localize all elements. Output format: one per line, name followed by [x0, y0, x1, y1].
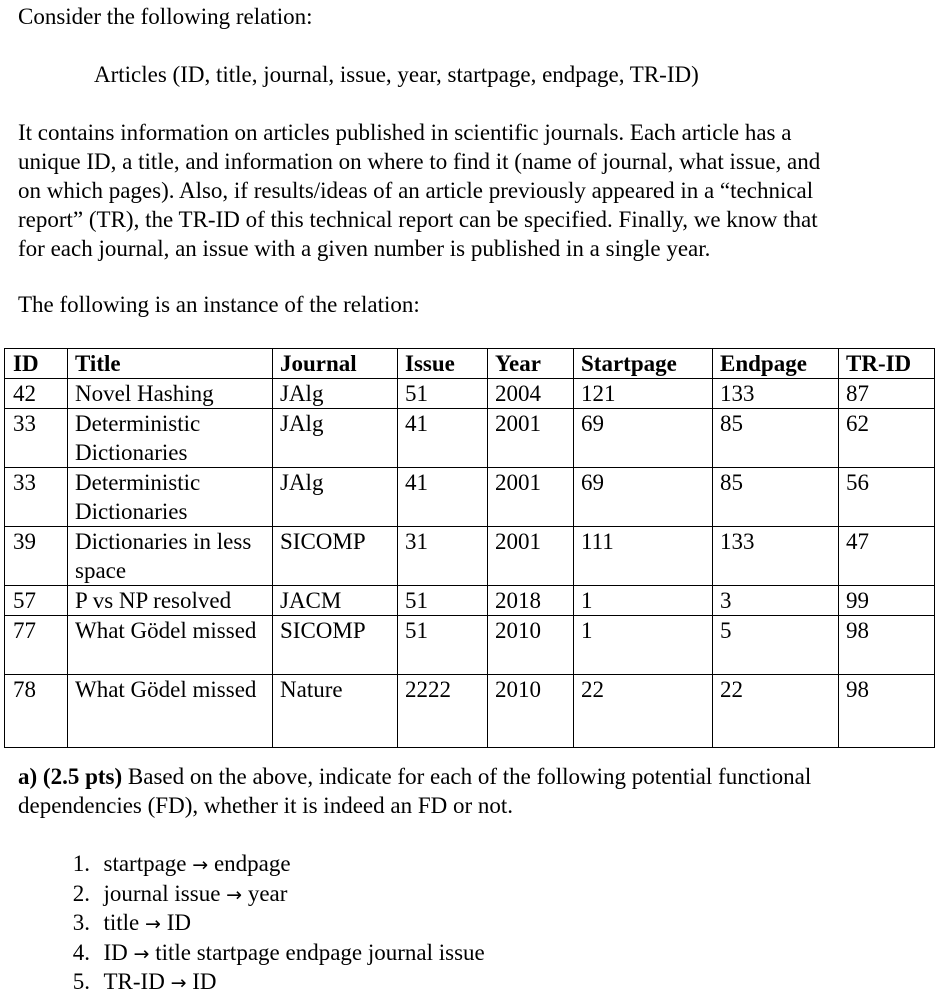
question-label: a) (2.5 pts): [18, 764, 123, 789]
table-cell: 2001: [488, 468, 574, 527]
column-header: TR-ID: [839, 349, 935, 379]
question-block: [18, 762, 918, 820]
column-header: Journal: [273, 349, 398, 379]
arrow-icon: →: [133, 942, 150, 965]
fd-text: [90, 880, 287, 910]
articles-table: [4, 348, 935, 748]
table-cell: 51: [398, 586, 488, 616]
fd-rhs: ID: [186, 969, 217, 994]
fd-text: [90, 968, 217, 998]
fd-lhs: journal issue: [92, 880, 227, 906]
fd-rhs: title startpage endpage journal issue: [149, 939, 485, 965]
table-cell: 1: [574, 586, 713, 616]
table-cell: 39: [5, 527, 68, 586]
table-cell: 2004: [488, 379, 574, 409]
table-cell: 2222: [398, 675, 488, 748]
description-line: for each journal, an issue with a given number is published in a single year.: [18, 236, 711, 261]
relation-schema: Articles (ID, title, journal, issue, year, startpage, endpage, TR-ID): [94, 62, 699, 87]
table-cell: 3: [713, 586, 839, 616]
question-text: Based on the above, indicate for each of the following potential functional: [127, 764, 812, 789]
description-line: unique ID, a title, and information on where to find it (name of journal, what issue, and: [18, 149, 821, 174]
fd-list: [0, 850, 485, 998]
description-line: It contains information on articles published in scientific journals. Each article has a: [18, 120, 792, 145]
table-header-row: [5, 349, 935, 379]
table-cell: 133: [713, 527, 839, 586]
table-row: [5, 675, 935, 748]
arrow-icon: →: [192, 854, 209, 876]
fd-text: [90, 850, 291, 880]
fd-rhs: year: [242, 880, 288, 906]
table-cell: 5: [713, 616, 839, 675]
instance-label: The following is an instance of the relation:: [18, 292, 420, 317]
arrow-icon: →: [226, 883, 243, 906]
table-cell: 42: [5, 379, 68, 409]
table-cell: 33: [5, 468, 68, 527]
fd-item: [0, 850, 485, 880]
table-cell: 57: [5, 586, 68, 616]
fd-lhs: title: [92, 910, 146, 935]
table-cell: 99: [839, 586, 935, 616]
fd-item: [0, 909, 485, 939]
table-cell: Deterministic Dictionaries: [68, 409, 273, 468]
fd-number: 5.: [72, 969, 90, 994]
fd-text: [90, 939, 485, 969]
table-cell: 2001: [488, 409, 574, 468]
fd-text: [90, 909, 191, 939]
table-row: [5, 468, 935, 527]
table-cell: What Gödel missed: [68, 616, 273, 675]
table-cell: 2018: [488, 586, 574, 616]
table-cell: 1: [574, 616, 713, 675]
table-cell: 78: [5, 675, 68, 748]
table-cell: 33: [5, 409, 68, 468]
description-line: report” (TR), the TR-ID of this technical report can be specified. Finally, we know that: [18, 207, 818, 232]
table-cell: JAlg: [273, 379, 398, 409]
table-cell: 85: [713, 468, 839, 527]
table-cell: JACM: [273, 586, 398, 616]
table-cell: JAlg: [273, 468, 398, 527]
question-line: dependencies (FD), whether it is indeed an FD or not.: [18, 793, 514, 818]
table-cell: 2010: [488, 675, 574, 748]
table-cell: 41: [398, 468, 488, 527]
arrow-icon: →: [170, 972, 187, 994]
table-cell: 2001: [488, 527, 574, 586]
question-line: [18, 762, 918, 791]
table-cell: 62: [839, 409, 935, 468]
arrow-icon: →: [145, 913, 161, 935]
table-cell: 77: [5, 616, 68, 675]
description-paragraph: [18, 118, 918, 263]
fd-lhs: startpage: [92, 851, 193, 876]
column-header: Issue: [398, 349, 488, 379]
fd-item: [0, 880, 485, 910]
intro-text: Consider the following relation:: [18, 4, 313, 29]
table-cell: Nature: [273, 675, 398, 748]
fd-item: [0, 968, 485, 998]
table-cell: 98: [839, 616, 935, 675]
table-cell: Dictionaries in less space: [68, 527, 273, 586]
column-header: Endpage: [713, 349, 839, 379]
table-row: [5, 527, 935, 586]
table-cell: 41: [398, 409, 488, 468]
table-row: [5, 379, 935, 409]
table-cell: Novel Hashing: [68, 379, 273, 409]
fd-rhs: ID: [160, 910, 191, 935]
table-cell: 133: [713, 379, 839, 409]
table-cell: 98: [839, 675, 935, 748]
table-cell: 121: [574, 379, 713, 409]
fd-number: 1.: [72, 851, 90, 876]
table-cell: SICOMP: [273, 616, 398, 675]
table-cell: 111: [574, 527, 713, 586]
table-cell: Deterministic Dictionaries: [68, 468, 273, 527]
description-line: on which pages). Also, if results/ideas of an article previously appeared in a “technical: [18, 178, 814, 203]
table-row: [5, 616, 935, 675]
column-header: ID: [5, 349, 68, 379]
table-cell: 31: [398, 527, 488, 586]
table-cell: P vs NP resolved: [68, 586, 273, 616]
table-cell: 51: [398, 379, 488, 409]
table-cell: 22: [713, 675, 839, 748]
column-header: Title: [68, 349, 273, 379]
table-cell: 51: [398, 616, 488, 675]
fd-item: [0, 939, 485, 969]
table-cell: 2010: [488, 616, 574, 675]
table-cell: 85: [713, 409, 839, 468]
table-cell: 87: [839, 379, 935, 409]
table-cell: 47: [839, 527, 935, 586]
table-row: [5, 409, 935, 468]
table-cell: 69: [574, 409, 713, 468]
table-cell: SICOMP: [273, 527, 398, 586]
fd-number: 3.: [72, 910, 90, 935]
table-cell: What Gödel missed: [68, 675, 273, 748]
fd-rhs: endpage: [208, 851, 291, 876]
table-body: [5, 379, 935, 748]
column-header: Startpage: [574, 349, 713, 379]
fd-number: 4.: [72, 939, 90, 965]
table-cell: 69: [574, 468, 713, 527]
table-cell: 22: [574, 675, 713, 748]
table-cell: JAlg: [273, 409, 398, 468]
fd-lhs: TR-ID: [92, 969, 171, 994]
fd-number: 2.: [72, 880, 90, 906]
table-cell: 56: [839, 468, 935, 527]
fd-lhs: ID: [92, 939, 134, 965]
table-row: [5, 586, 935, 616]
column-header: Year: [488, 349, 574, 379]
